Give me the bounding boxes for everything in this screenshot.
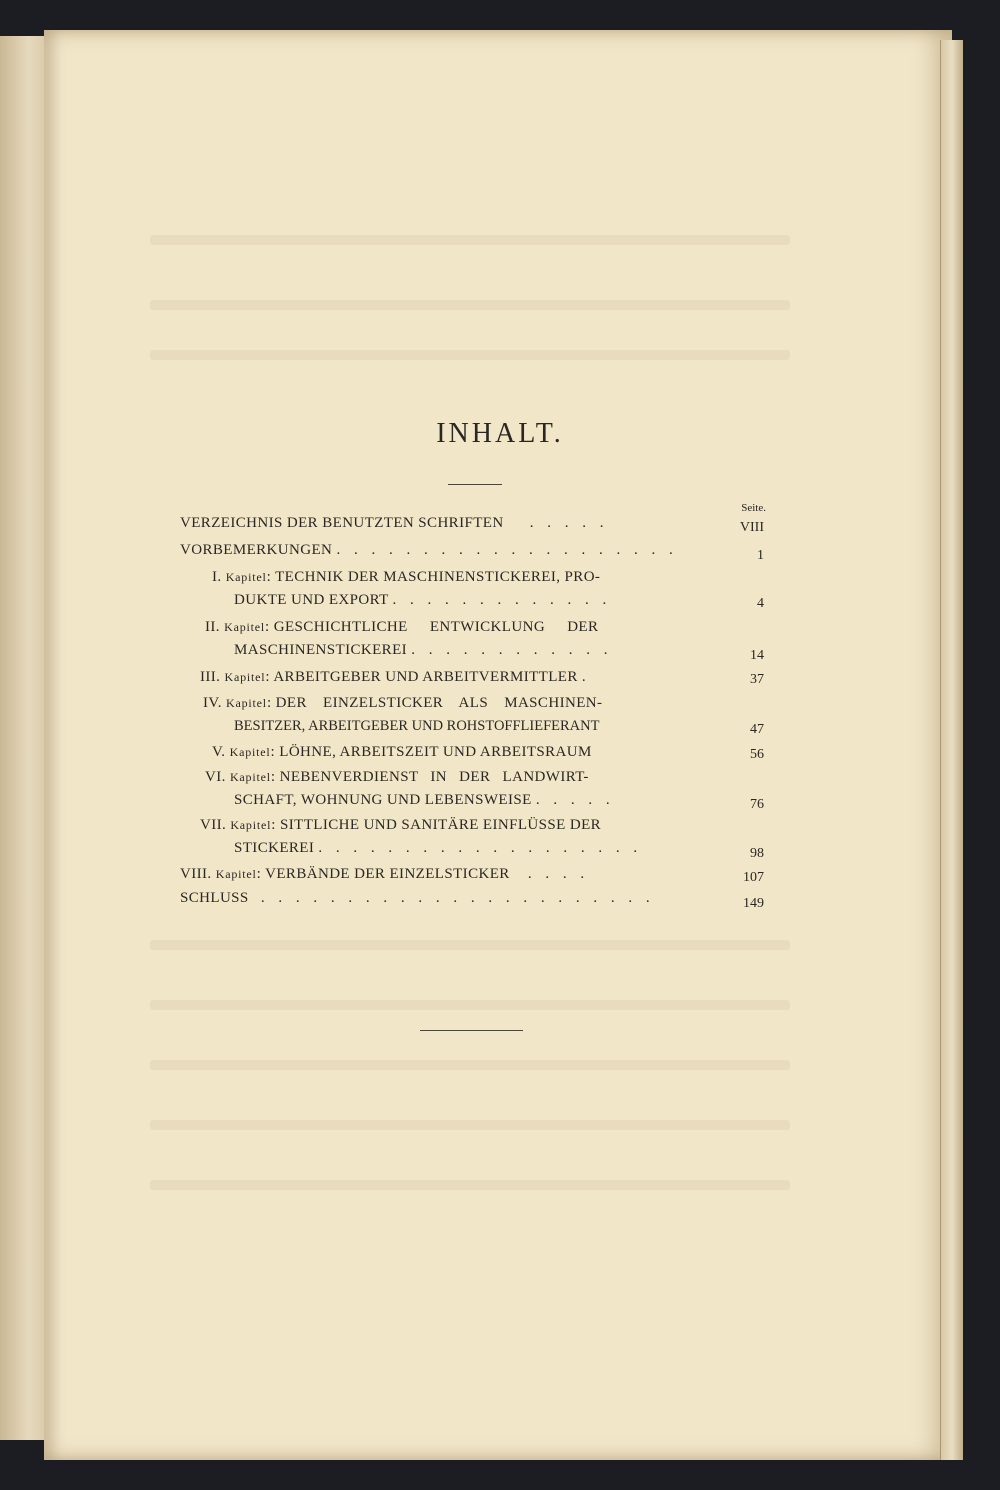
page-number: 98 [750,846,764,861]
chapter-numeral: III. [200,669,221,685]
leader-dots: . . . . . . . . . . . . . [392,592,612,608]
toc-entry-kapitel-3: III. Kapitel: ARBEITGEBER UND ARBEITVERMITTLER . [200,669,587,685]
entry-text: SCHLUSS [180,890,249,906]
toc-entry-kapitel-6: VI. Kapitel: NEBENVERDIENST IN DER LANDWIRT- [205,769,589,785]
page-title: INHALT. [436,418,564,449]
leader-dots: . . . . [527,866,590,882]
page-number: 37 [750,672,764,687]
toc-entry-vorbemerkungen [180,542,678,559]
toc-entry-kapitel-1-cont [234,592,611,609]
page-number: VIII [739,520,764,535]
kapitel-label: Kapitel [224,620,266,634]
kapitel-label: Kapitel [225,570,267,584]
toc-entry-kapitel-7-cont [234,840,642,857]
page-number: 76 [750,797,764,812]
chapter-numeral: VII. [200,817,227,833]
chapter-numeral: VI. [205,769,226,785]
entry-text: GESCHICHTLICHE ENTWICKLUNG DER [273,619,599,635]
chapter-numeral: II. [205,619,220,635]
toc-entry-kapitel-4: IV. Kapitel: DER EINZELSTICKER ALS MASCHINEN- [203,695,603,711]
page-number: 107 [743,870,764,885]
kapitel-label: Kapitel [229,745,271,759]
entry-text: ARBEITGEBER UND ARBEITVERMITTLER . [273,669,587,685]
chapter-numeral: V. [212,744,226,760]
toc-entry-kapitel-4-cont [234,718,599,735]
closing-rule [420,1030,523,1031]
entry-text: VORBEMERKUNGEN [180,542,333,558]
page-number: 47 [750,722,764,737]
toc-entry-kapitel-5: V. Kapitel: LÖHNE, ARBEITSZEIT UND ARBEITSRAUM [212,744,592,760]
entry-text: VERZEICHNIS DER BENUTZTEN SCHRIFTEN [180,515,504,531]
leader-dots: . . . . . . . . . . . . [411,642,613,658]
kapitel-label: Kapitel [226,696,267,710]
page-number: 4 [757,596,764,611]
leader-dots: . . . . . . . . . . . . . . . . . . . . . . . [260,890,655,906]
entry-text: STICKEREI [234,840,315,856]
entry-text: NEBENVERDIENST IN DER LANDWIRT- [279,769,589,785]
kapitel-label: Kapitel [229,770,271,784]
entry-text: BESITZER, ARBEITGEBER UND ROHSTOFFLIEFERANT [234,718,600,734]
leader-dots: . . . . . . . . . . . . . . . . . . . [318,840,643,856]
entry-text: MASCHINENSTICKEREI [234,642,408,658]
seite-label: Seite. [741,502,766,514]
page-number: 14 [750,648,764,663]
page-number: 56 [750,747,764,762]
kapitel-label: Kapitel [230,818,272,832]
entry-text: TECHNIK DER MASCHINENSTICKEREI, PRO- [275,569,601,585]
entry-text: SCHAFT, WOHNUNG UND LEBENSWEISE [234,792,532,808]
leader-dots: . . . . . [529,515,609,531]
entry-text: SITTLICHE UND SANITÄRE EINFLÜSSE DER [280,817,602,833]
toc-entry-kapitel-7: VII. Kapitel: SITTLICHE UND SANITÄRE EINFLÜSSE DER [200,817,602,833]
toc-entry-schluss [180,890,655,907]
toc-entry-verzeichnis [180,515,608,532]
chapter-numeral: VIII. [180,866,212,882]
leader-dots: . . . . . . . . . . . . . . . . . . . . [336,542,678,558]
leader-dots: . . . . . [535,792,615,808]
toc-entry-kapitel-8: VIII. Kapitel: VERBÄNDE DER EINZELSTICKER . . . . [180,866,590,882]
kapitel-label: Kapitel [224,670,266,684]
entry-text: DUKTE UND EXPORT [234,592,389,608]
chapter-numeral: IV. [203,695,222,711]
entry-text: LÖHNE, ARBEITSZEIT UND ARBEITSRAUM [279,744,592,760]
page-number: 149 [743,896,764,911]
toc-entry-kapitel-6-cont [234,792,615,809]
toc-entry-kapitel-1: I. Kapitel: TECHNIK DER MASCHINENSTICKEREI, PRO- [212,569,601,585]
entry-text: DER EINZELSTICKER ALS MASCHINEN- [275,695,603,711]
kapitel-label: Kapitel [215,867,257,881]
toc-entry-kapitel-2: II. Kapitel: GESCHICHTLICHE ENTWICKLUNG DER [205,619,599,635]
page-number: 1 [757,548,764,563]
toc-entry-kapitel-2-cont [234,642,612,659]
entry-text: VERBÄNDE DER EINZELSTICKER [265,866,510,882]
chapter-numeral: I. [212,569,222,585]
